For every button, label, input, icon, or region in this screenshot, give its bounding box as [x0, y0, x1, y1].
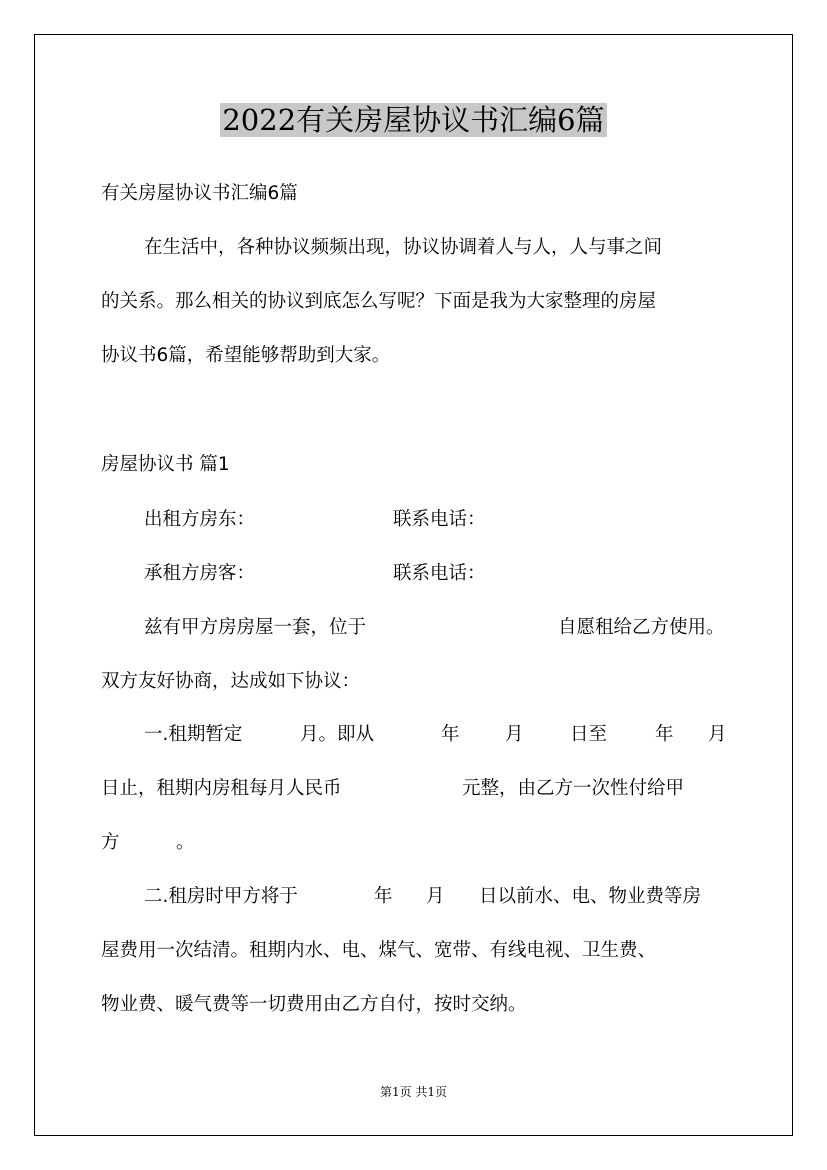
page-footer: 第1页 共1页 — [379, 1085, 448, 1099]
clause1-day-to: 日至 — [570, 724, 608, 745]
clause1-period-mark: 。 — [176, 832, 195, 853]
document-subtitle: 有关房屋协议书汇编6篇 — [101, 183, 298, 204]
clause1-year-1: 年 — [441, 724, 460, 745]
lessee-phone-label: 联系电话： — [393, 563, 486, 584]
section-heading: 房屋协议书 篇1 — [101, 454, 230, 475]
clause1-rent-text-a: 日止，租期内房租每月人民币 — [101, 778, 342, 799]
clause1-rent-text-b: 元整，由乙方一次性付给甲 — [462, 778, 685, 799]
clause2-text-d: 日以前水、电、物业费等房 — [479, 886, 702, 907]
clause1-month-from: 月。即从 — [300, 724, 375, 745]
clause1-term-label: 一.租期暂定 — [144, 724, 243, 745]
clause2-month: 月 — [426, 886, 445, 907]
intro-line-1: 在生活中，各种协议频频出现，协议协调着人与人，人与事之间 — [144, 237, 663, 258]
clause2-line-3: 物业费、暖气费等一切费用由乙方自付，按时交纳。 — [101, 994, 527, 1015]
lessee-label: 承租方房客： — [144, 563, 256, 584]
clause1-month-2: 月 — [708, 724, 727, 745]
location-text-b: 自愿租给乙方使用。 — [558, 617, 725, 638]
clause2-line-2: 屋费用一次结清。租期内水、电、煤气、宽带、有线电视、卫生费、 — [101, 940, 657, 961]
clause2-year: 年 — [374, 886, 393, 907]
clause1-party-a: 方 — [101, 832, 120, 853]
document-title — [0, 100, 827, 140]
location-text-c: 双方友好协商，达成如下协议： — [101, 671, 361, 692]
lessor-label: 出租方房东： — [144, 509, 256, 530]
clause1-year-2: 年 — [655, 724, 674, 745]
lessor-phone-label: 联系电话： — [393, 509, 486, 530]
document-title-text: 2022有关房屋协议书汇编6篇 — [222, 103, 605, 137]
clause1-month-1: 月 — [505, 724, 524, 745]
intro-line-2: 的关系。那么相关的协议到底怎么写呢？下面是我为大家整理的房屋 — [101, 291, 657, 312]
location-text-a: 兹有甲方房房屋一套，位于 — [144, 617, 367, 638]
clause2-text-a: 二.租房时甲方将于 — [144, 886, 298, 907]
intro-line-3: 协议书6篇，希望能够帮助到大家。 — [101, 345, 391, 366]
